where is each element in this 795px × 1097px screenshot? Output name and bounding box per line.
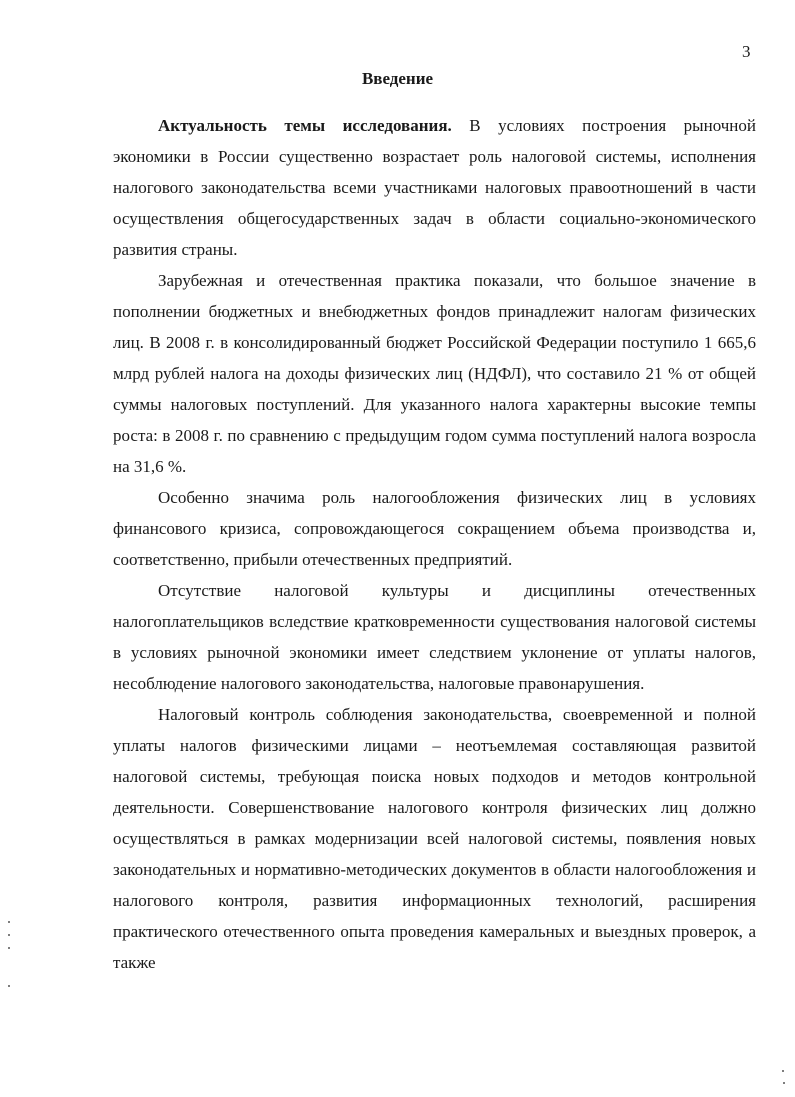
paragraph-practice: Зарубежная и отечественная практика показали, что большое значение в пополнении бюджетных и внебюджетных фондов принадлежит налогам физических лиц. В 2008 г. в консолидированный бюджет Российской Федерации поступило 1 665,6 млрд рублей налога на доходы физических лиц (НДФЛ), что составило 21 % от общей суммы налоговых поступлений. Для указанного налога характерны высокие темпы роста: в 2008 г. по сравнению с предыдущим годом сумма поступлений налога возросла на 31,6 %. — [113, 271, 756, 476]
paragraph-crisis: Особенно значима роль налогообложения физических лиц в условиях финансового кризиса, сопровождающегося сокращением объема производства и, соответственно, прибыли отечественных предприятий. — [113, 488, 756, 569]
scan-mark — [8, 985, 10, 987]
body-text — [113, 110, 756, 978]
scan-mark — [8, 947, 10, 949]
scan-mark — [782, 1070, 784, 1072]
paragraph-tax-control: Налоговый контроль соблюдения законодательства, своевременной и полной уплаты налогов физическими лицами – неотъемлемая составляющая развитой налоговой системы, требующая поиска новых подходов и методов контрольной деятельности. Совершенствование налогового контроля физических лиц должно осуществляться в рамках модернизации всей налоговой системы, появления новых законодательных и нормативно-методических документов в области налогообложения и налогового контроля, развития информационных технологий, расширения практического отечественного опыта проведения камеральных и выездных проверок, а также — [113, 705, 756, 972]
paragraph-relevance — [113, 110, 756, 265]
scan-mark — [8, 921, 10, 923]
section-heading: Введение — [361, 69, 434, 88]
paragraph-lead: Актуальность темы исследования. — [158, 116, 452, 135]
scan-mark — [8, 934, 10, 936]
paragraph-tax-culture: Отсутствие налоговой культуры и дисциплины отечественных налогоплательщиков вследствие кратковременности существования налоговой системы в условиях рыночной экономики имеет следствием уклонение от уплаты налогов, несоблюдение налогового законодательства, налоговые правонарушения. — [113, 581, 756, 693]
paragraph-text: В условиях построения рыночной экономики в России существенно возрастает роль налоговой системы, исполнения налогового законодательства всеми участниками налоговых правоотношений в части осуществления общегосударственных задач в области социально-экономического развития страны. — [113, 116, 757, 259]
scan-mark — [783, 1082, 785, 1084]
page-number: 3 — [742, 42, 751, 61]
